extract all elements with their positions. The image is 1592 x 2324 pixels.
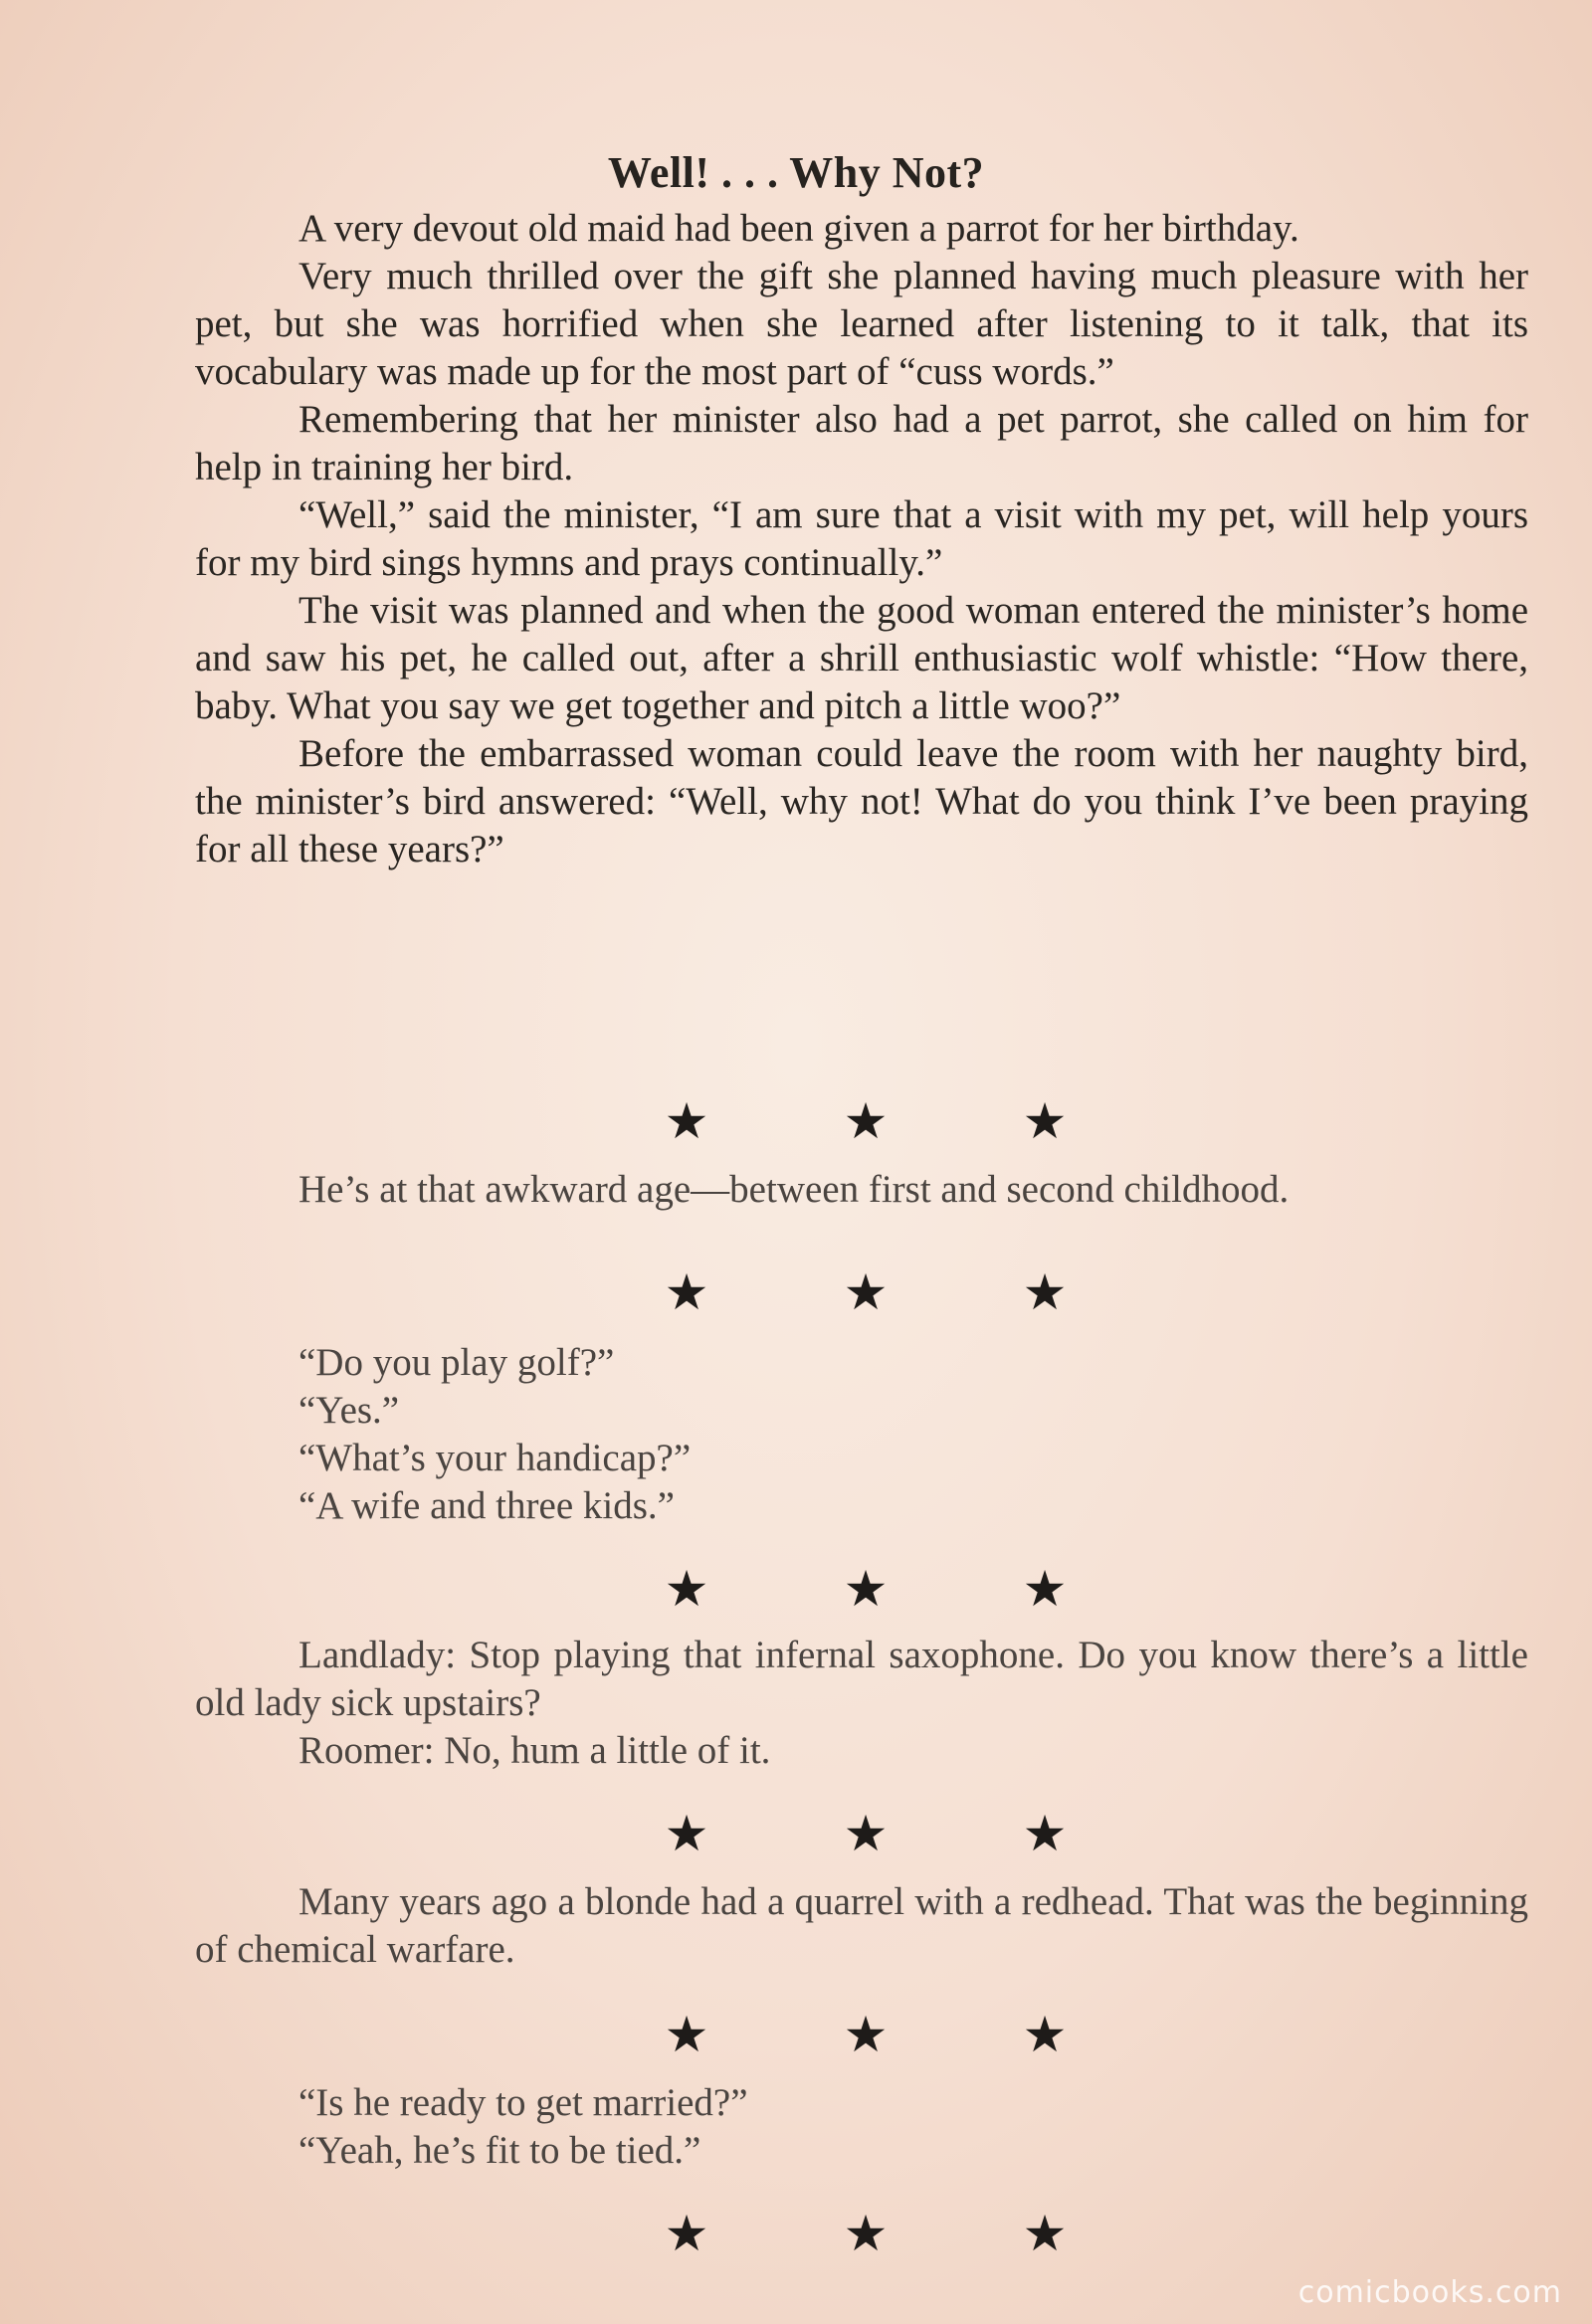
joke-golf bbox=[298, 1339, 691, 1530]
star-icon: ★ bbox=[1022, 1093, 1068, 1149]
star-icon: ★ bbox=[664, 1093, 709, 1149]
joke-text: Many years ago a blonde had a quarrel with a redhead. That was the beginning of chemical warfare. bbox=[195, 1880, 1528, 1971]
star-icon: ★ bbox=[843, 1264, 889, 1320]
story-body bbox=[195, 205, 1528, 873]
star-icon: ★ bbox=[664, 1264, 709, 1320]
dialogue-line: “Yes.” bbox=[298, 1389, 400, 1432]
star-icon: ★ bbox=[1022, 1264, 1068, 1320]
dialogue-line: “A wife and three kids.” bbox=[298, 1484, 675, 1527]
joke-landlady bbox=[195, 1632, 1528, 1775]
star-icon: ★ bbox=[843, 1561, 889, 1617]
star-icon: ★ bbox=[843, 1806, 889, 1861]
star-separator-2 bbox=[657, 1264, 1075, 1320]
star-icon: ★ bbox=[664, 2206, 709, 2261]
story-paragraph-5: The visit was planned and when the good woman entered the minister’s home and saw his pet, he called out, after a shrill enthusiastic wolf whistle: “How there, baby. What you say we get together and pitch a little woo?” bbox=[195, 589, 1528, 727]
star-icon: ★ bbox=[1022, 2007, 1068, 2062]
star-separator-1 bbox=[657, 1093, 1075, 1149]
star-icon: ★ bbox=[664, 1561, 709, 1617]
star-icon: ★ bbox=[843, 2206, 889, 2261]
star-icon: ★ bbox=[843, 2007, 889, 2062]
star-separator-6 bbox=[657, 2206, 1075, 2261]
joke-text: Roomer: No, hum a little of it. bbox=[298, 1729, 771, 1772]
joke-text: Landlady: Stop playing that infernal saxophone. Do you know there’s a little old lady sick upstairs? bbox=[195, 1634, 1528, 1724]
dialogue-line: “Is he ready to get married?” bbox=[298, 2081, 748, 2124]
joke-married bbox=[298, 2079, 748, 2175]
star-icon: ★ bbox=[664, 2007, 709, 2062]
joke-awkward-age bbox=[195, 1166, 1528, 1214]
joke-text: He’s at that awkward age—between first and second childhood. bbox=[298, 1168, 1290, 1211]
dialogue-line: “What’s your handicap?” bbox=[298, 1437, 692, 1479]
star-icon: ★ bbox=[843, 1093, 889, 1149]
star-separator-4 bbox=[657, 1806, 1075, 1861]
story-title: Well! . . . Why Not? bbox=[607, 148, 985, 197]
story-paragraph-1: A very devout old maid had been given a parrot for her birthday. bbox=[298, 207, 1299, 250]
joke-chemical-warfare bbox=[195, 1878, 1528, 1974]
star-icon: ★ bbox=[664, 1806, 709, 1861]
star-icon: ★ bbox=[1022, 1806, 1068, 1861]
dialogue-line: “Yeah, he’s fit to be tied.” bbox=[298, 2129, 701, 2172]
story-paragraph-6: Before the embarrassed woman could leave the room with her naughty bird, the minister’s bird answered: “Well, why not! What do you think I’ve been praying for all these years?” bbox=[195, 732, 1528, 871]
story-paragraph-4: “Well,” said the minister, “I am sure that a visit with my pet, will help yours for my bird sings hymns and prays continually.” bbox=[195, 493, 1528, 584]
story-paragraph-2: Very much thrilled over the gift she planned having much pleasure with her pet, but she was horrified when she learned after listening to it talk, that its vocabulary was made up for the most part of “cuss words.” bbox=[195, 255, 1528, 393]
star-icon: ★ bbox=[1022, 1561, 1068, 1617]
star-icon: ★ bbox=[1022, 2206, 1068, 2261]
star-separator-5 bbox=[657, 2007, 1075, 2062]
star-separator-3 bbox=[657, 1561, 1075, 1617]
dialogue-line: “Do you play golf?” bbox=[298, 1341, 615, 1384]
watermark: comicbooks.com bbox=[1297, 2275, 1562, 2310]
story-paragraph-3: Remembering that her minister also had a pet parrot, she called on him for help in training her bird. bbox=[195, 398, 1528, 488]
